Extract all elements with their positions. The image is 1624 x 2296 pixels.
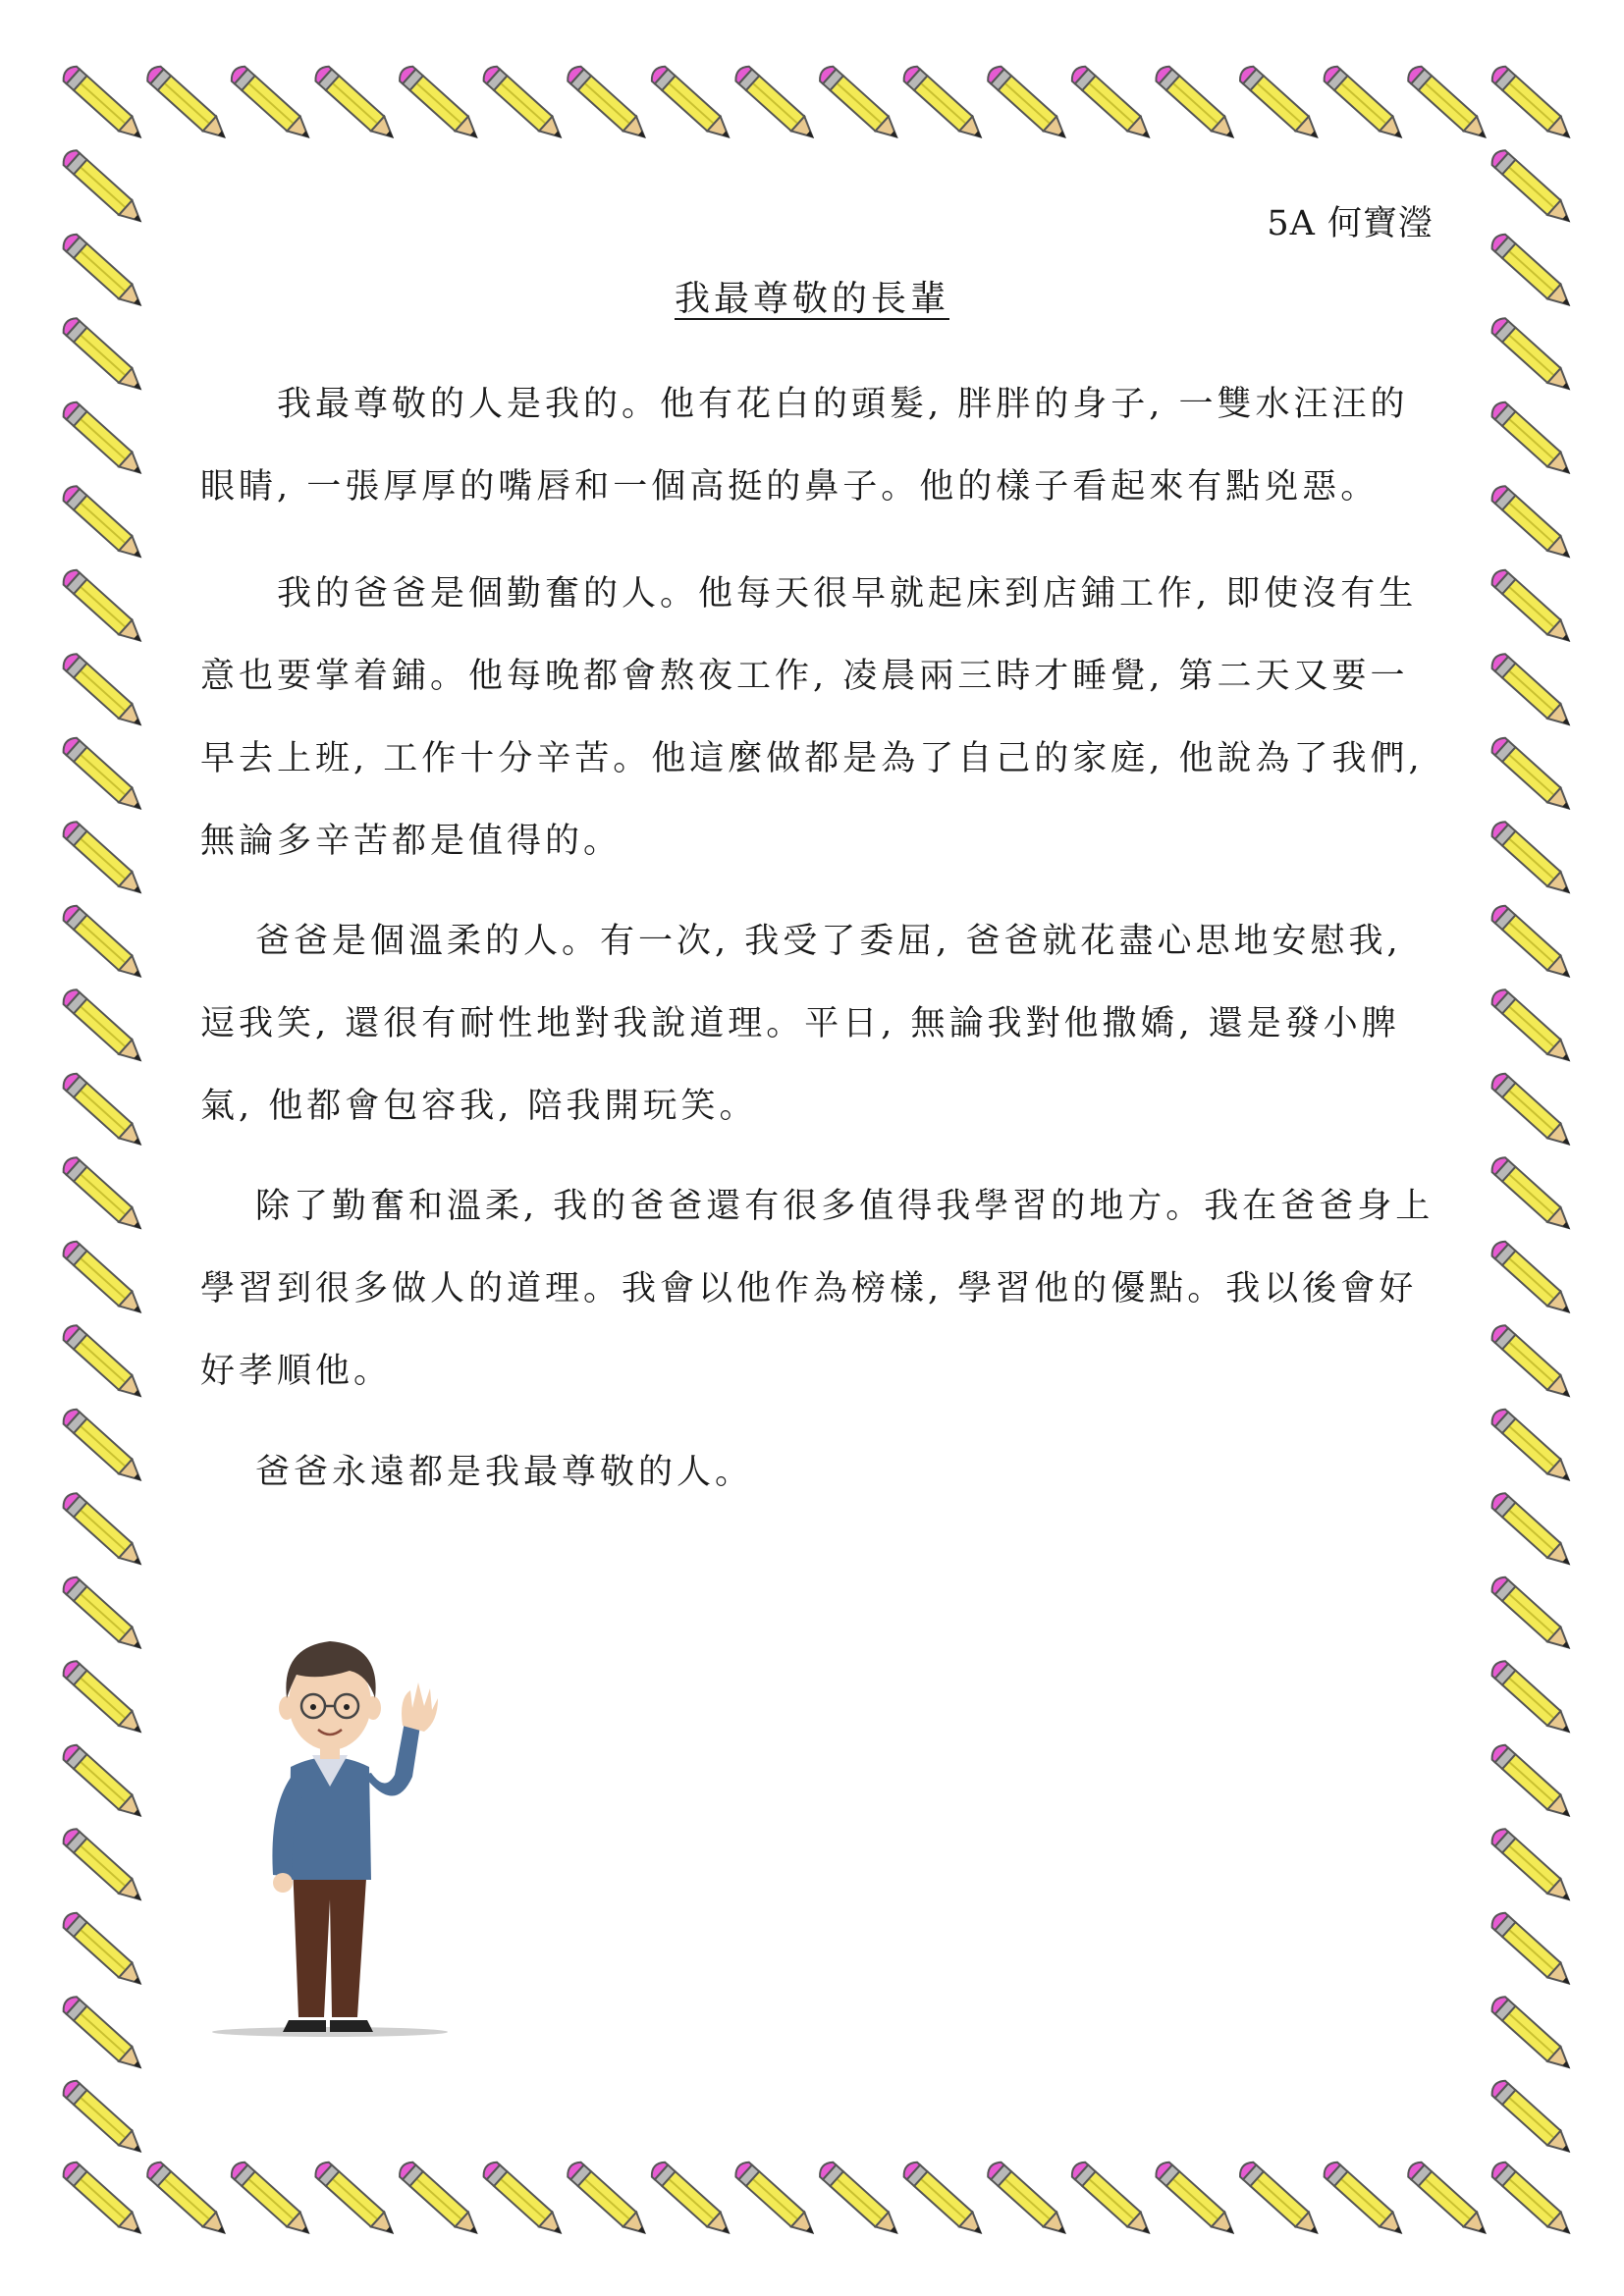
pencil-icon — [60, 819, 148, 901]
pencil-icon — [985, 63, 1073, 145]
pencil-icon — [60, 1658, 148, 1740]
pencil-icon — [228, 63, 316, 145]
pencil-icon — [1405, 2159, 1493, 2241]
pencil-icon — [1489, 231, 1577, 313]
pencil-icon — [60, 1322, 148, 1405]
pencil-icon — [480, 63, 568, 145]
pencil-icon — [648, 63, 736, 145]
pencil-icon — [60, 1741, 148, 1824]
pencil-icon — [480, 2159, 568, 2241]
pencil-icon — [732, 63, 821, 145]
waving-man-illustration — [202, 1600, 497, 2042]
pencil-icon — [1405, 63, 1493, 145]
paragraph-4 — [200, 1165, 1439, 1413]
paragraph-5-text: 爸爸永遠都是我最尊敬的人。 — [255, 1453, 754, 1492]
pencil-icon — [60, 651, 148, 733]
paragraph-2-text: 我的爸爸是個勤奮的人。他每天很早就起床到店鋪工作, 即使沒有生意也要掌着鋪。他每晚都會熬夜工作, 凌晨兩三時才睡覺, 第二天又要一早去上班, 工作十分辛苦。他這麼做都是為了自己的家庭, 他說為了我們, 無論多辛苦都是值得的。 — [200, 574, 1424, 861]
paragraph-5 — [200, 1431, 1439, 1514]
pencil-icon — [1236, 2159, 1325, 2241]
pencil-icon — [60, 566, 148, 649]
pencil-icon — [60, 399, 148, 481]
pencil-icon — [732, 2159, 821, 2241]
pencil-icon — [60, 483, 148, 565]
pencil-icon — [1489, 63, 1577, 145]
pencil-icon — [228, 2159, 316, 2241]
pencil-icon — [60, 63, 148, 145]
pencil-icon — [1489, 1574, 1577, 1656]
pencil-icon — [816, 2159, 904, 2241]
pencil-icon — [565, 63, 653, 145]
pencil-icon — [1321, 2159, 1409, 2241]
pencil-icon — [396, 2159, 484, 2241]
pencil-icon — [144, 2159, 233, 2241]
essay-title: 我最尊敬的長輩 — [674, 279, 949, 319]
pencil-icon — [60, 147, 148, 230]
author-name: 5A 何寶瀅 — [1267, 204, 1434, 243]
pencil-icon — [60, 1826, 148, 1908]
pencil-icon — [648, 2159, 736, 2241]
pencil-icon — [1489, 902, 1577, 985]
pencil-icon — [1153, 2159, 1241, 2241]
pencil-icon — [1489, 1238, 1577, 1320]
pencil-icon — [1489, 147, 1577, 230]
pencil-icon — [60, 2077, 148, 2160]
pencil-icon — [1068, 2159, 1157, 2241]
pencil-icon — [60, 1490, 148, 1573]
pencil-icon — [396, 63, 484, 145]
pencil-icon — [1489, 1994, 1577, 2076]
pencil-icon — [1489, 734, 1577, 817]
pencil-icon — [60, 1574, 148, 1656]
pencil-icon — [1489, 1741, 1577, 1824]
pencil-icon — [60, 902, 148, 985]
paragraph-2 — [200, 553, 1439, 882]
pencil-icon — [144, 63, 233, 145]
pencil-icon — [60, 315, 148, 398]
pencil-icon — [1489, 1490, 1577, 1573]
pencil-icon — [1489, 987, 1577, 1069]
pencil-icon — [60, 1070, 148, 1152]
pencil-icon — [60, 1406, 148, 1488]
pencil-icon — [1489, 1322, 1577, 1405]
pencil-icon — [60, 1154, 148, 1237]
pencil-icon — [60, 1994, 148, 2076]
pencil-icon — [1153, 63, 1241, 145]
pencil-icon — [1489, 819, 1577, 901]
pencil-icon — [60, 987, 148, 1069]
paragraph-3 — [200, 900, 1439, 1148]
pencil-icon — [312, 63, 401, 145]
pencil-icon — [1489, 483, 1577, 565]
pencil-icon — [816, 63, 904, 145]
paragraph-1-text: 我最尊敬的人是我的。他有花白的頭髮, 胖胖的身子, 一雙水汪汪的眼睛, 一張厚厚的嘴唇和一個高挺的鼻子。他的樣子看起來有點兇惡。 — [200, 385, 1409, 507]
pencil-icon — [1236, 63, 1325, 145]
pencil-icon — [1489, 651, 1577, 733]
pencil-icon — [312, 2159, 401, 2241]
pencil-icon — [900, 2159, 989, 2241]
pencil-icon — [60, 2159, 148, 2241]
pencil-icon — [900, 63, 989, 145]
pencil-icon — [1489, 1154, 1577, 1237]
pencil-icon — [60, 231, 148, 313]
pencil-icon — [1489, 1826, 1577, 1908]
pencil-icon — [1489, 399, 1577, 481]
pencil-icon — [1068, 63, 1157, 145]
pencil-icon — [60, 734, 148, 817]
pencil-icon — [60, 1909, 148, 1992]
paragraph-4-text: 除了勤奮和溫柔, 我的爸爸還有很多值得我學習的地方。我在爸爸身上學習到很多做人的道理。我會以他作為榜樣, 學習他的優點。我以後會好好孝順他。 — [200, 1187, 1435, 1391]
pencil-icon — [1489, 1658, 1577, 1740]
pencil-icon — [1489, 566, 1577, 649]
pencil-icon — [1489, 2159, 1577, 2241]
paragraph-1 — [200, 363, 1439, 528]
pencil-icon — [1321, 63, 1409, 145]
pencil-icon — [565, 2159, 653, 2241]
pencil-icon — [1489, 2077, 1577, 2160]
pencil-icon — [985, 2159, 1073, 2241]
pencil-icon — [60, 1238, 148, 1320]
pencil-icon — [1489, 1909, 1577, 1992]
pencil-icon — [1489, 1070, 1577, 1152]
pencil-icon — [1489, 1406, 1577, 1488]
paragraph-3-text: 爸爸是個溫柔的人。有一次, 我受了委屈, 爸爸就花盡心思地安慰我, 逗我笑, 還很有耐性地對我說道理。平日, 無論我對他撒嬌, 還是發小脾氣, 他都會包容我, 陪我開玩笑。 — [200, 922, 1402, 1126]
pencil-icon — [1489, 315, 1577, 398]
